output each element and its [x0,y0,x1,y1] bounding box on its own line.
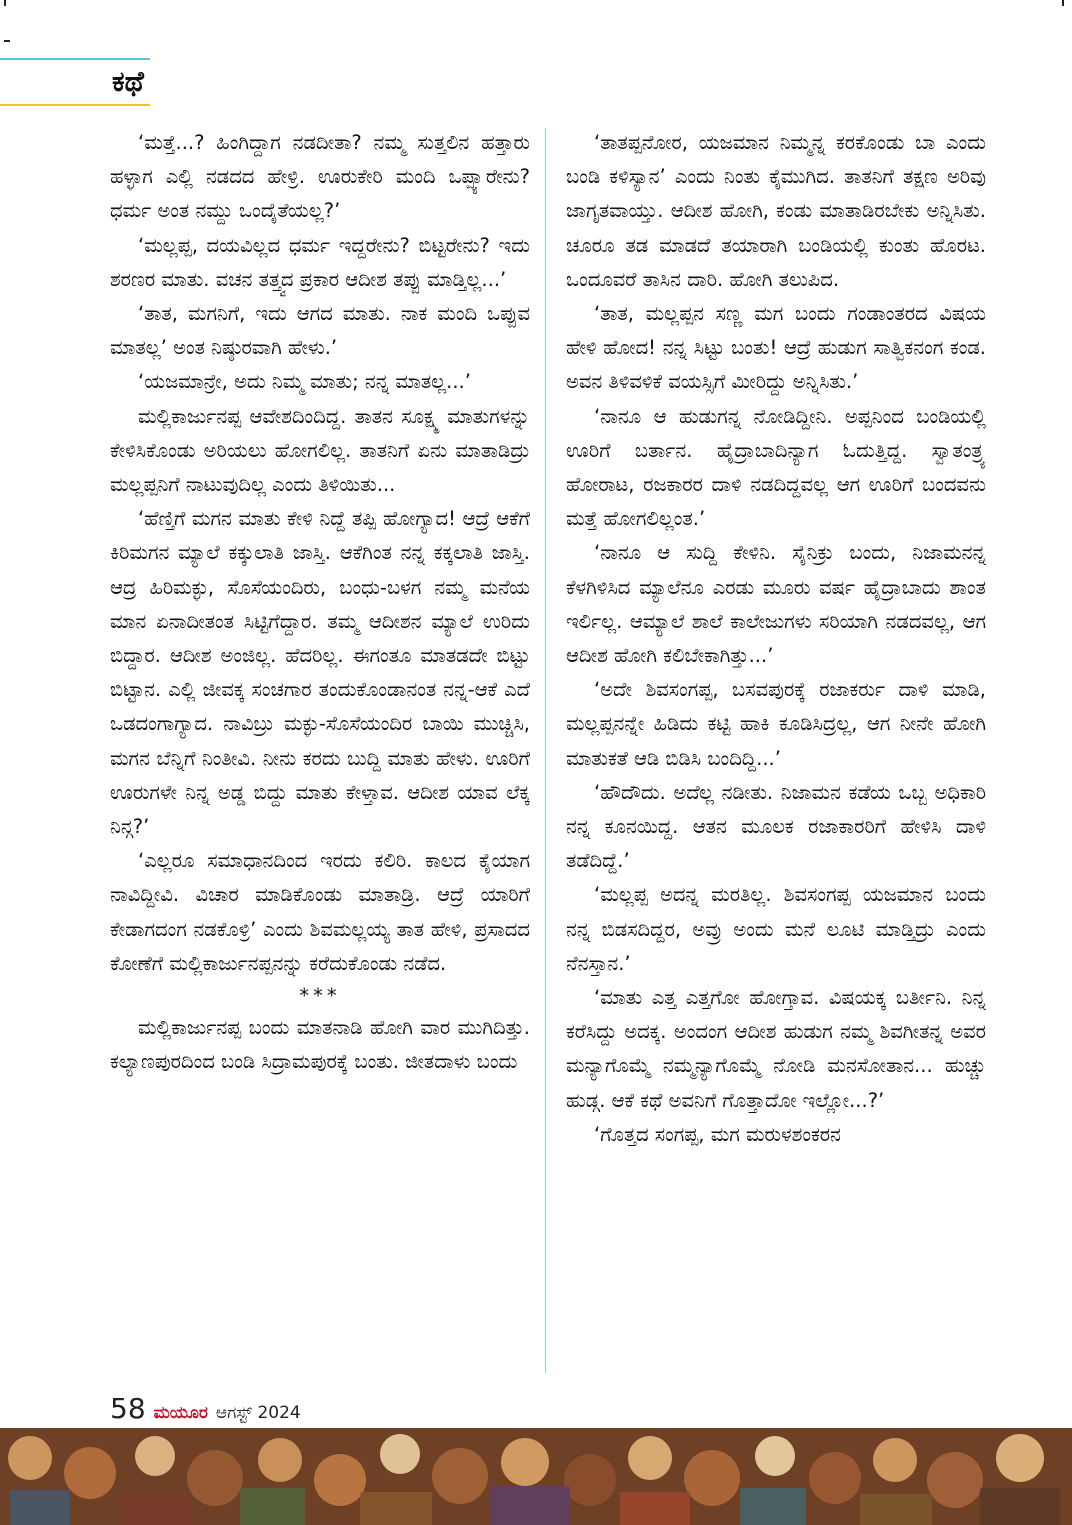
magazine-name: ಮಯೂರ [153,1403,208,1423]
paragraph: ‘ತಾತ, ಮಲ್ಲಪ್ಪನ ಸಣ್ಣ ಮಗ ಬಂದು ಗಂಡಾಂತರದ ವಿಷಯ ಹೇಳಿ ಹೋದ! ನನ್ನ ಸಿಟ್ಟು ಬಂತು! ಆದ್ರೆ ಹುಡುಗ ಸಾತ್ವಿಕನಂಗ ಕಂಡ. ಅವನ ತಿಳಿವಳಿಕೆ ವಯಸ್ಸಿಗೆ ಮೀರಿದ್ದು ಅನ್ನಿಸಿತು.’ [566,302,986,394]
column-divider [545,128,546,1373]
paragraph: ‘ಗೊತ್ತದ ಸಂಗಪ್ಪ, ಮಗ ಮರುಳಶಂಕರನ [594,1122,841,1146]
paragraph: ಮಲ್ಲಿಕಾರ್ಜುನಪ್ಪ ಆವೇಶದಿಂದಿದ್ದ. ತಾತನ ಸೂಕ್ಷ್ಮ ಮಾತುಗಳನ್ನು ಕೇಳಿಸಿಕೊಂಡು ಅರಿಯಲು ಹೋಗಲಿಲ್ಲ. ತಾತನಿಗೆ ಏನು ಮಾತಾಡಿದ್ರು ಮಲ್ಲಪ್ಪನಿಗೆ ನಾಟುವುದಿಲ್ಲ ಎಂದು ತಿಳಿಯಿತು... [110,404,530,497]
paragraph: ‘ತಾತಪ್ಪನೋರ, ಯಜಮಾನ ನಿಮ್ಮನ್ನ ಕರಕೊಂಡು ಬಾ ಎಂದು ಬಂಡಿ ಕಳಿಸ್ಯಾನ’ ಎಂದು ನಿಂತು ಕೈಮುಗಿದ. ತಾತನಿಗೆ ತಕ್ಷಣ ಅರಿವು ಜಾಗೃತವಾಯ್ತು. ಆದೀಶ ಹೋಗಿ, ಕಂಡು ಮಾತಾಡಿರಬೇಕು ಅನ್ನಿಸಿತು. ಚೂರೂ ತಡ ಮಾಡದೆ ತಯಾರಾಗಿ ಬಂಡಿಯಲ್ಲಿ ಕುಂತು ಹೊರಟ. ಒಂದೂವರೆ ತಾಸಿನ ದಾರಿ. ಹೋಗಿ ತಲುಪಿದ. [566,131,986,291]
crowd-artwork-illustration [0,1428,1072,1525]
crop-mark-right [1062,0,1064,6]
paragraph: ‘ಎಲ್ಲರೂ ಸಮಾಧಾನದಿಂದ ಇರದು ಕಲಿರಿ. ಕಾಲದ ಕೈಯಾಗ ನಾವಿದ್ದೀವಿ. ವಿಚಾರ ಮಾಡಿಕೊಂಡು ಮಾತಾಡ್ರಿ. ಆದ್ರೆ ಯಾರಿಗೆ ಕೇಡಾಗದಂಗ ನಡಕೊಳ್ರಿ’ ಎಂದು ಶಿವಮಲ್ಲಯ್ಯ ತಾತ ಹೇಳಿ, ಪ್ರಸಾದದ ಕೋಣೆಗೆ ಮಲ್ಲಿಕಾರ್ಜುನಪ್ಪನನ್ನು ಕರೆದುಕೊಂಡು ನಡೆದ. [110,849,530,975]
left-column [110,126,530,1079]
crop-mark-side [4,40,10,42]
paragraph: ‘ಹೆಣ್ತಿಗೆ ಮಗನ ಮಾತು ಕೇಳಿ ನಿದ್ದೆ ತಪ್ಪಿ ಹೋಗ್ಯಾದ! ಆದ್ರೆ ಆಕೆಗೆ ಕಿರಿಮಗನ ಮ್ಯಾಲೆ ಕಕ್ಕುಲಾತಿ ಜಾಸ್ತಿ. ಆಕೆಗಿಂತ ನನ್ನ ಕಕ್ಕಲಾತಿ ಜಾಸ್ತಿ. ಆದ್ರ ಹಿರಿಮಕ್ಳು, ಸೊಸೆಯಂದಿರು, ಬಂಧು-ಬಳಗ ನಮ್ಮ ಮನೆಯ ಮಾನ ಏನಾದೀತಂತ ಸಿಟ್ಟಿಗೆದ್ದಾರ. ತಮ್ಮ ಆದೀಶನ ಮ್ಯಾಲೆ ಉರಿದು ಬಿದ್ದಾರ. ಆದೀಶ ಅಂಜಿಲ್ಲ. ಹೆದರಿಲ್ಲ. ಈಗಂತೂ ಮಾತಡದೇ ಬಿಟ್ಟು ಬಿಟ್ಟಾನ. ಎಲ್ಲಿ ಜೀವಕ್ಕ ಸಂಚಗಾರ ತಂದುಕೊಂಡಾನಂತ ನನ್ನ-ಆಕೆ ಎದೆ ಒಡದಂಗಾಗ್ಯಾದ. ನಾವಿಬ್ರು ಮಕ್ಳು-ಸೊಸೆಯಂದಿರ ಬಾಯಿ ಮುಚ್ಚಿಸಿ, ಮಗನ ಬೆನ್ನಿಗೆ ನಿಂತೀವಿ. ನೀನು ಕರದು ಬುದ್ದಿ ಮಾತು ಹೇಳು. ಊರಿಗೆ ಊರುಗಳೇ ನಿನ್ನ ಅಡ್ಡ ಬಿದ್ದು ಮಾತು ಕೇಳ್ತಾವ. ಆದೀಶ ಯಾವ ಲೆಕ್ಕ ನಿನ್ಗ?’ [110,507,530,839]
paragraph: ‘ಯಜಮಾನ್ರೇ, ಅದು ನಿಮ್ಮ ಮಾತು; ನನ್ನ ಮಾತಲ್ಲ...’ [138,370,471,394]
paragraph: ‘ಅದೇ ಶಿವಸಂಗಪ್ಪ, ಬಸವಪುರಕ್ಕೆ ರಜಾಕರ್ರು ದಾಳಿ ಮಾಡಿ, ಮಲ್ಲಪ್ಪನನ್ನೇ ಹಿಡಿದು ಕಟ್ಟಿ ಹಾಕಿ ಕೂಡಿಸಿದ್ರಲ್ಲ, ಆಗ ನೀನೇ ಹೋಗಿ ಮಾತುಕತೆ ಆಡಿ ಬಿಡಿಸಿ ಬಂದಿದ್ದಿ...’ [566,678,986,770]
page-number: 58 [110,1392,146,1425]
paragraph: ‘ಮಲ್ಲಪ್ಪ ಅದನ್ನ ಮರತಿಲ್ಲ. ಶಿವಸಂಗಪ್ಪ ಯಜಮಾನ ಬಂದು ನನ್ನ ಬಿಡಸದಿದ್ದರ, ಅವ್ರು ಅಂದು ಮನೆ ಲೂಟಿ ಮಾಡ್ತಿದ್ರು ಎಂದು ನೆನಸ್ತಾನ.’ [566,883,986,975]
paragraph: ‘ಮಲ್ಲಪ್ಪ, ದಯವಿಲ್ಲದ ಧರ್ಮ ಇದ್ದರೇನು? ಬಿಟ್ಟರೇನು? ಇದು ಶರಣರ ಮಾತು. ವಚನ ತತ್ತ್ವದ ಪ್ರಕಾರ ಆದೀಶ ತಪ್ಪು ಮಾಡ್ತಿಲ್ಲ...’ [110,233,530,291]
paragraph: ‘ನಾನೂ ಆ ಸುದ್ದಿ ಕೇಳಿನಿ. ಸೈನಿಕ್ರು ಬಂದು, ನಿಜಾಮನನ್ನ ಕೆಳಗಿಳಿಸಿದ ಮ್ಯಾಲೆನೂ ಎರಡು ಮೂರು ವರ್ಷ ಹೈದ್ರಾಬಾದು ಶಾಂತ ಇರ್ಲಿಲ್ಲ. ಆಮ್ಯಾಲೆ ಶಾಲೆ ಕಾಲೇಜುಗಳು ಸರಿಯಾಗಿ ನಡದವಲ್ಲ, ಆಗ ಆದೀಶ ಹೋಗಿ ಕಲಿಬೇಕಾಗಿತ್ತು...’ [566,541,986,668]
section-accent-yellow [0,104,150,106]
crowd-artwork [0,1428,1072,1525]
section-label: ಕಥೆ [112,65,144,98]
paragraph: ‘ನಾನೂ ಆ ಹುಡುಗನ್ನ ನೋಡಿದ್ದೀನಿ. ಅಪ್ಪನಿಂದ ಬಂಡಿಯಲ್ಲಿ ಊರಿಗೆ ಬರ್ತಾನ. ಹೈದ್ರಾಬಾದಿನ್ಯಾಗ ಓದುತ್ತಿದ್ದ. ಸ್ವಾತಂತ್ರ್ಯ ಹೋರಾಟ, ರಜಕಾರರ ದಾಳಿ ನಡದಿದ್ದವಲ್ಲ ಆಗ ಊರಿಗೆ ಬಂದವನು ಮತ್ತೆ ಹೋಗಲಿಲ್ಲಂತ.’ [566,404,986,531]
paragraph: ‘ಹೌದೌದು. ಅದೆಲ್ಲ ನಡೀತು. ನಿಜಾಮನ ಕಡೆಯ ಒಬ್ಬ ಅಧಿಕಾರಿ ನನ್ನ ಕೂನಯಿದ್ದ. ಆತನ ಮೂಲಕ ರಜಾಕಾರರಿಗೆ ಹೇಳಿಸಿ ದಾಳಿ ತಡೆದಿದ್ದೆ.’ [566,780,986,873]
paragraph: ಮಲ್ಲಿಕಾರ್ಜುನಪ್ಪ ಬಂದು ಮಾತನಾಡಿ ಹೋಗಿ ವಾರ ಮುಗಿದಿತ್ತು. ಕಲ್ಯಾಣಪುರದಿಂದ ಬಂಡಿ ಸಿದ್ರಾಮಪುರಕ್ಕೆ ಬಂತು. ಜೀತದಾಳು ಬಂದು [110,1016,530,1074]
page-footer [110,1392,301,1428]
paragraph: ‘ತಾತ, ಮಗನಿಗೆ, ಇದು ಆಗದ ಮಾತು. ನಾಕ ಮಂದಿ ಒಪ್ಪುವ ಮಾತಲ್ಲ’ ಅಂತ ನಿಷ್ಠುರವಾಗಿ ಹೇಳು.’ [110,302,530,360]
issue-date: ಆಗಸ್ಟ್ 2024 [215,1403,301,1423]
section-separator: *** [299,984,341,1008]
paragraph: ‘ಮತ್ತೆ...? ಹಿಂಗಿದ್ದಾಗ ನಡದೀತಾ? ನಮ್ಮ ಸುತ್ತಲಿನ ಹತ್ತಾರು ಹಳ್ಳಾಗ ಎಲ್ಲಿ ನಡದದ ಹೇಳ್ರಿ. ಊರುಕೇರಿ ಮಂದಿ ಒಪ್ಪ್ಯಾರೇನು? ಧರ್ಮ ಅಂತ ನಮ್ದು ಒಂದೈತೆಯಲ್ಲ?’ [110,131,530,223]
section-accent-cyan [0,58,150,60]
paragraph: ‘ಮಾತು ಎತ್ತ ಎತ್ತಗೋ ಹೋಗ್ತಾವ. ವಿಷಯಕ್ಕ ಬರ್ತೀನಿ. ನಿನ್ನ ಕರೆಸಿದ್ದು ಅದಕ್ಕ. ಅಂದಂಗ ಆದೀಶ ಹುಡುಗ ನಮ್ಮ ಶಿವಗೀತನ್ನ ಅವರ ಮನ್ಯಾಗೊಮ್ಮೆ ನಮ್ಮನ್ಯಾಗೊಮ್ಮೆ ನೋಡಿ ಮನಸೋತಾನ... ಹುಚ್ಚು ಹುಡ್ಗ. ಆಕೆ ಕಥೆ ಅವನಿಗೆ ಗೊತ್ತಾದೋ ಇಲ್ಲೋ...?’ [566,986,986,1112]
right-column [566,126,986,1152]
crop-mark-left [4,0,6,6]
